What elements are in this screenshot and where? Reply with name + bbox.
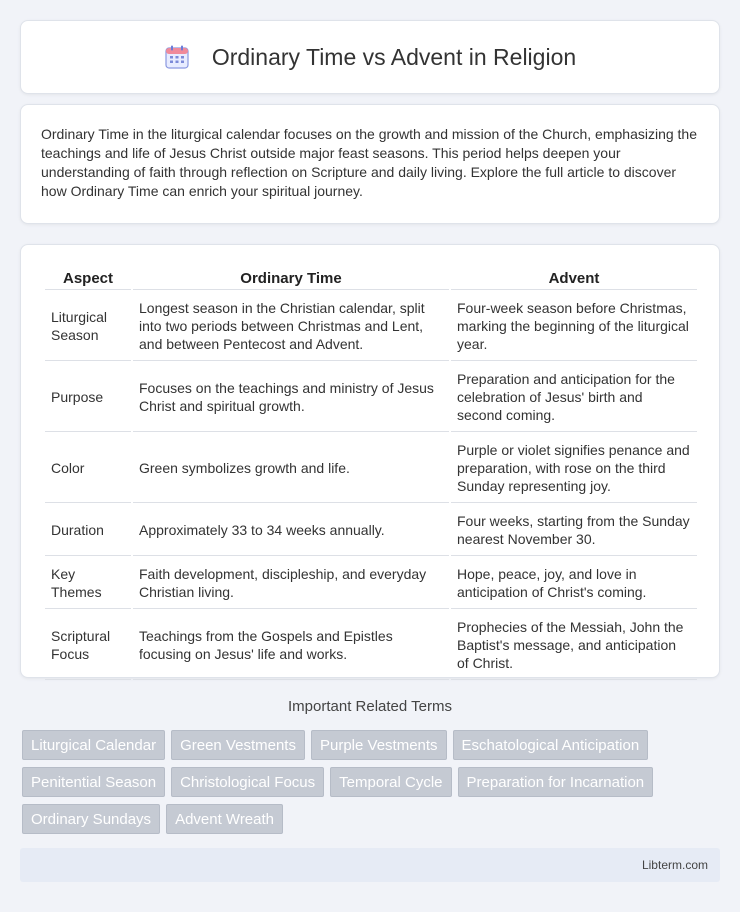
table-row	[45, 434, 697, 503]
comparison-table-card	[20, 244, 720, 678]
column-header-aspect: Aspect	[45, 267, 131, 290]
table-cell-advent: Four weeks, starting from the Sunday nearest November 30.	[451, 505, 697, 556]
related-terms-title: Important Related Terms	[288, 698, 452, 715]
related-term-tag[interactable]: Eschatological Anticipation	[453, 730, 649, 760]
related-term-tag[interactable]: Green Vestments	[171, 730, 305, 760]
related-term-tag[interactable]: Preparation for Incarnation	[458, 767, 654, 797]
table-cell-ordinary-time: Teachings from the Gospels and Epistles focusing on Jesus' life and works.	[133, 611, 449, 680]
related-term-tag[interactable]: Liturgical Calendar	[22, 730, 165, 760]
column-header-advent: Advent	[451, 267, 697, 290]
table-row	[45, 505, 697, 556]
table-cell-ordinary-time: Approximately 33 to 34 weeks annually.	[133, 505, 449, 556]
related-term-tag[interactable]: Penitential Season	[22, 767, 165, 797]
related-terms-list	[22, 730, 722, 841]
related-term-tag[interactable]: Christological Focus	[171, 767, 324, 797]
table-row	[45, 611, 697, 680]
table-cell-aspect: Key Themes	[45, 558, 131, 609]
table-cell-advent: Hope, peace, joy, and love in anticipation of Christ's coming.	[451, 558, 697, 609]
table-cell-aspect: Scriptural Focus	[45, 611, 131, 680]
table-cell-aspect: Color	[45, 434, 131, 503]
related-term-tag[interactable]: Ordinary Sundays	[22, 804, 160, 834]
table-cell-ordinary-time: Longest season in the Christian calendar, split into two periods between Christmas and Lent, and between Pentecost and Advent.	[133, 292, 449, 361]
table-cell-advent: Four-week season before Christmas, marking the beginning of the liturgical year.	[451, 292, 697, 361]
intro-card	[20, 104, 720, 224]
table-cell-aspect: Liturgical Season	[45, 292, 131, 361]
table-cell-advent: Preparation and anticipation for the celebration of Jesus' birth and second coming.	[451, 363, 697, 432]
table-row	[45, 558, 697, 609]
table-header-row	[45, 267, 697, 290]
intro-text: Ordinary Time in the liturgical calendar focuses on the growth and mission of the Church, emphasizing the teachings and life of Jesus Christ outside major feast seasons. This period helps deepen your understanding of faith through reflection on Scripture and daily living. Explore the full article to discover how Ordinary Time can enrich your spiritual journey.	[41, 126, 698, 199]
table-cell-advent: Prophecies of the Messiah, John the Baptist's message, and anticipation of Christ.	[451, 611, 697, 680]
related-term-tag[interactable]: Purple Vestments	[311, 730, 447, 760]
calendar-icon	[164, 44, 190, 70]
table-cell-aspect: Purpose	[45, 363, 131, 432]
page-title: Ordinary Time vs Advent in Religion	[211, 43, 577, 70]
table-row	[45, 292, 697, 361]
column-header-ordinary-time: Ordinary Time	[133, 267, 449, 290]
comparison-table	[43, 265, 699, 682]
table-cell-ordinary-time: Green symbolizes growth and life.	[133, 434, 449, 503]
header-card	[20, 20, 720, 94]
footer-site-link[interactable]: Libterm.com	[641, 858, 708, 872]
table-cell-ordinary-time: Faith development, discipleship, and everyday Christian living.	[133, 558, 449, 609]
table-cell-advent: Purple or violet signifies penance and preparation, with rose on the third Sunday representing joy.	[451, 434, 697, 503]
related-term-tag[interactable]: Advent Wreath	[166, 804, 283, 834]
related-term-tag[interactable]: Temporal Cycle	[330, 767, 451, 797]
table-cell-ordinary-time: Focuses on the teachings and ministry of Jesus Christ and spiritual growth.	[133, 363, 449, 432]
table-cell-aspect: Duration	[45, 505, 131, 556]
footer	[20, 848, 720, 882]
table-row	[45, 363, 697, 432]
